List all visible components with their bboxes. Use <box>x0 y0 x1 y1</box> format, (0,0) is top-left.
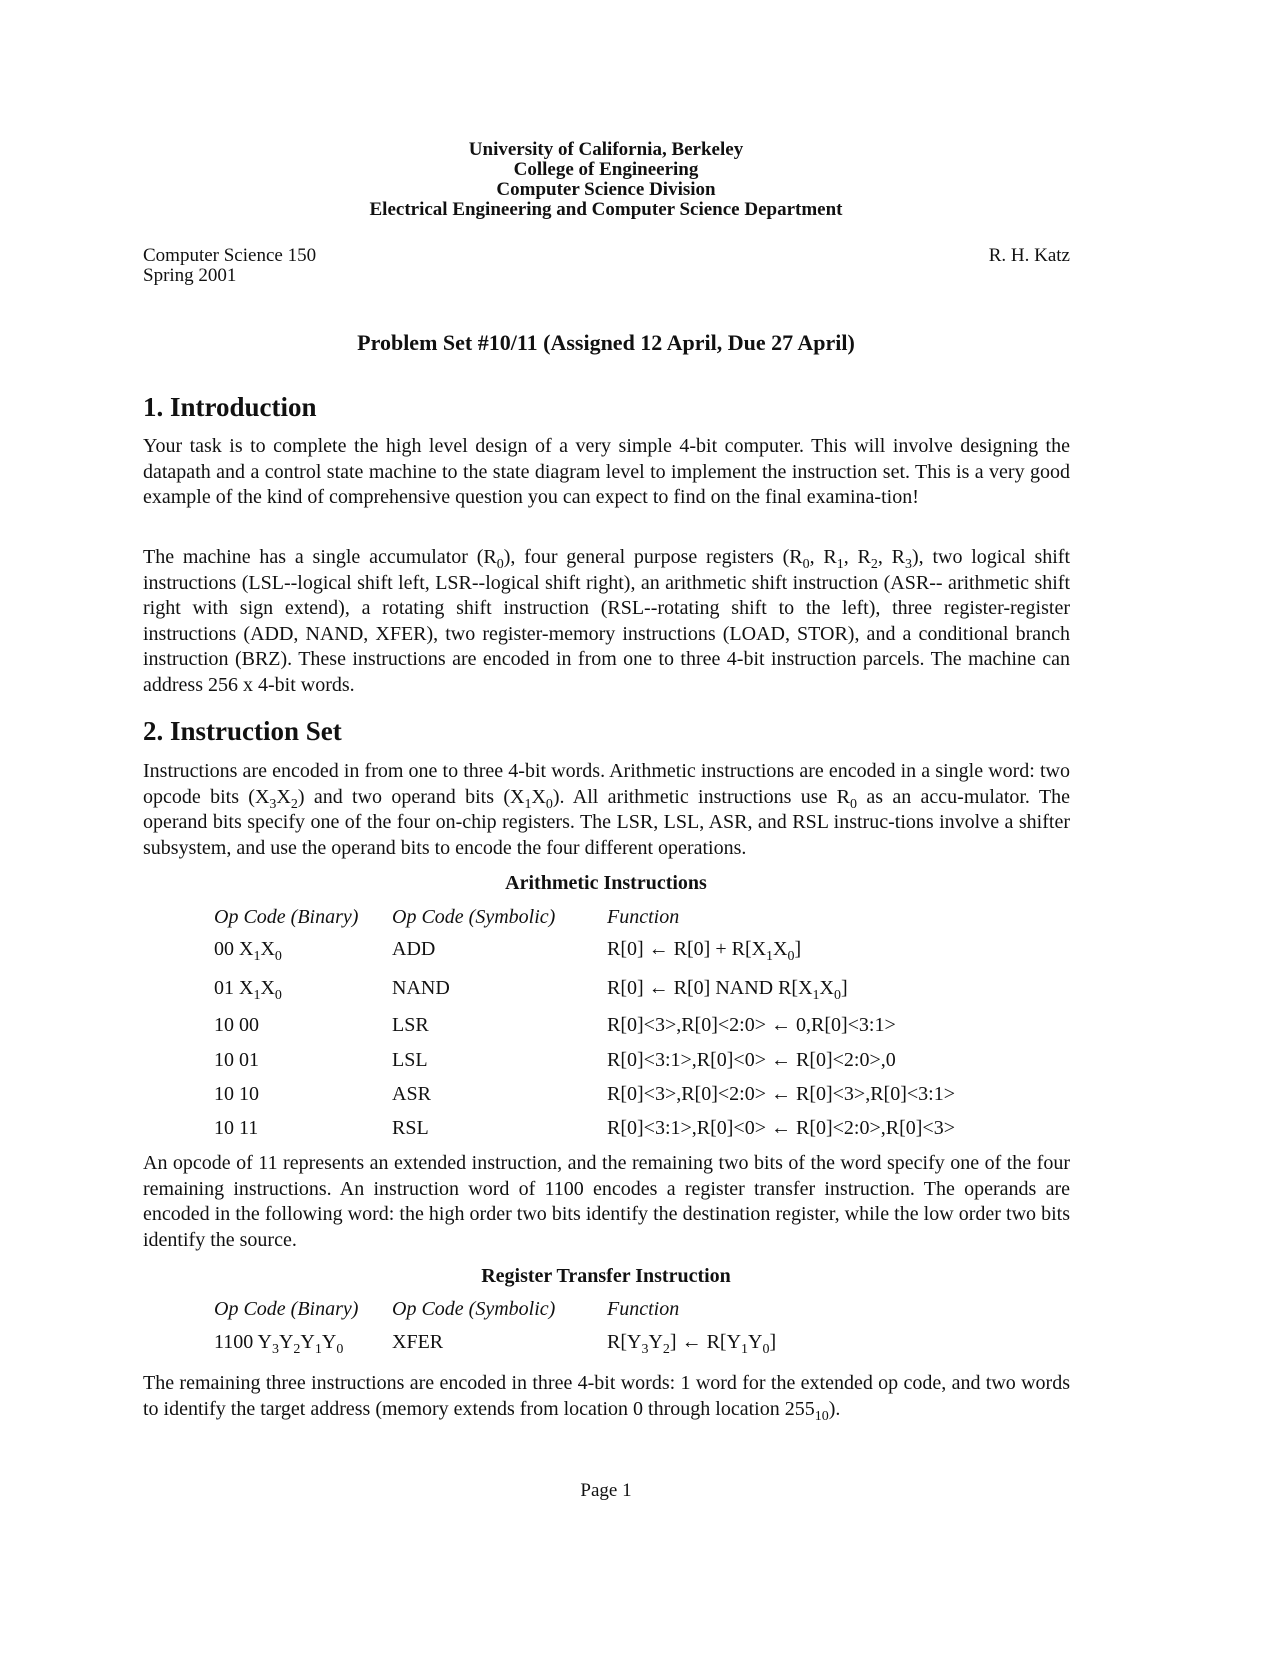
opcode-binary: 10 11 <box>214 1117 259 1139</box>
function: R[0]<3:1>,R[0]<0> ← R[0]<2:0>,R[0]<3> <box>607 1117 955 1139</box>
institution-header <box>0 140 1212 220</box>
column-header: Function <box>607 906 680 928</box>
opcode-binary: 00 $X_1X_0$ <box>214 938 282 964</box>
author: R. H. Katz <box>988 245 1070 266</box>
document-title: Problem Set #10/11 (Assigned 12 April, Due 27 April) <box>357 330 855 355</box>
column-header: Function <box>607 1298 680 1320</box>
table-row <box>214 1049 1074 1083</box>
function: R[0]<3>,R[0]<2:0> ← R[0]<3>,R[0]<3:1> <box>607 1083 955 1105</box>
header-line: Electrical Engineering and Computer Science Department <box>369 199 843 220</box>
column-header: Op Code (Binary) <box>214 906 359 928</box>
course-term: Spring 2001 <box>143 265 237 286</box>
paragraph: The remaining three instructions are encoded in three 4-bit words: 1 word for the extended op code, and two words to identify the target address (memory extends from location 0 through location $255_{10}$). <box>143 1372 1070 1424</box>
column-header: Op Code (Binary) <box>214 1298 359 1320</box>
table-header-row <box>214 1298 1074 1332</box>
function: R[0]<3>,R[0]<2:0> ← 0,R[0]<3:1> <box>607 1014 896 1036</box>
header-line: College of Engineering <box>513 159 699 180</box>
table-row <box>214 1117 1074 1151</box>
section-heading-instruction-set: 2. Instruction Set <box>143 716 342 746</box>
paragraph: An opcode of 11 represents an extended instruction, and the remaining two bits of the word specify one of the four remaining instructions. An instruction word of 1100 encodes a register transfer instruction. The operands are encoded in the following word: the high order two bits identify the destination register, while the low order two bits identify the source. <box>143 1152 1070 1251</box>
section-heading-introduction: 1. Introduction <box>143 392 317 422</box>
paragraph: Your task is to complete the high level design of a very simple 4-bit computer. This will involve designing the datapath and a control state machine to the state diagram level to implement the instruction set. This is a very good example of the kind of comprehensive question you can expect to find on the final examina-tion! <box>143 435 1070 509</box>
opcode-binary: 10 10 <box>214 1083 259 1105</box>
course-info <box>143 246 316 286</box>
opcode-symbolic: ADD <box>392 938 436 960</box>
opcode-symbolic: NAND <box>392 977 450 999</box>
function: $R[Y_3Y_2]$ ← $R[Y_1Y_0]$ <box>607 1331 777 1357</box>
function: R[0] ← $R[0] + R[X_1X_0]$ <box>607 938 802 964</box>
table-row <box>214 977 1074 1011</box>
header-line: Computer Science Division <box>496 179 716 200</box>
opcode-symbolic: LSL <box>392 1049 428 1071</box>
paragraph: Instructions are encoded in from one to three 4-bit words. Arithmetic instructions are encoded in a single word: two opcode bits $(X_3X_2)$ and two operand bits $(X_1X_0)$. All arithmetic instructions use $R_0$ as an accu-mulator. The operand bits specify one of the four on-chip registers. The LSR, LSL, ASR, and RSL instruc-tions involve a shifter subsystem, and use the operand bits to encode the four different operations. <box>143 760 1070 859</box>
table-row <box>214 938 1074 972</box>
table-caption: Register Transfer Instruction <box>481 1265 731 1287</box>
opcode-binary: 01 $X_1X_0$ <box>214 977 282 1003</box>
column-header: Op Code (Symbolic) <box>392 1298 556 1320</box>
table-caption: Arithmetic Instructions <box>505 872 707 894</box>
paragraph: The machine has a single accumulator $(R_0)$, four general purpose registers ($R_0$, $R_1$, $R_2$, $R_3$), two logical shift instructions (LSL--logical shift left, LSR--logical shift right), an arithmetic shift instruction (ASR-- arithmetic shift right with sign extend), a rotating shift instruction (RSL--rotating shift to the left), three register-register instructions (ADD, NAND, XFER), two register-memory instructions (LOAD, STOR), and a conditional branch instruction (BRZ). These instructions are encoded in from one to three 4-bit instruction parcels. The machine can address 256 x 4-bit words. <box>143 546 1071 696</box>
opcode-binary: 10 01 <box>214 1049 259 1071</box>
opcode-binary: 10 00 <box>214 1014 259 1036</box>
header-line: University of California, Berkeley <box>468 139 744 160</box>
table-row <box>214 1014 1074 1048</box>
opcode-symbolic: LSR <box>392 1014 429 1036</box>
function: R[0]<3:1>,R[0]<0> ← R[0]<2:0>,0 <box>607 1049 896 1071</box>
opcode-symbolic: RSL <box>392 1117 429 1139</box>
opcode-binary: 1100 $Y_3Y_2Y_1Y_0$ <box>214 1331 344 1357</box>
opcode-symbolic: XFER <box>392 1331 444 1353</box>
column-header: Op Code (Symbolic) <box>392 906 556 928</box>
course-name: Computer Science 150 <box>143 245 317 266</box>
function: R[0] ← R[0] NAND $R[X_1X_0]$ <box>607 977 848 1003</box>
table-row <box>214 1331 1074 1365</box>
table-header-row <box>214 906 1074 940</box>
opcode-symbolic: ASR <box>392 1083 431 1105</box>
page-number: Page 1 <box>580 1480 632 1501</box>
table-row <box>214 1083 1074 1117</box>
